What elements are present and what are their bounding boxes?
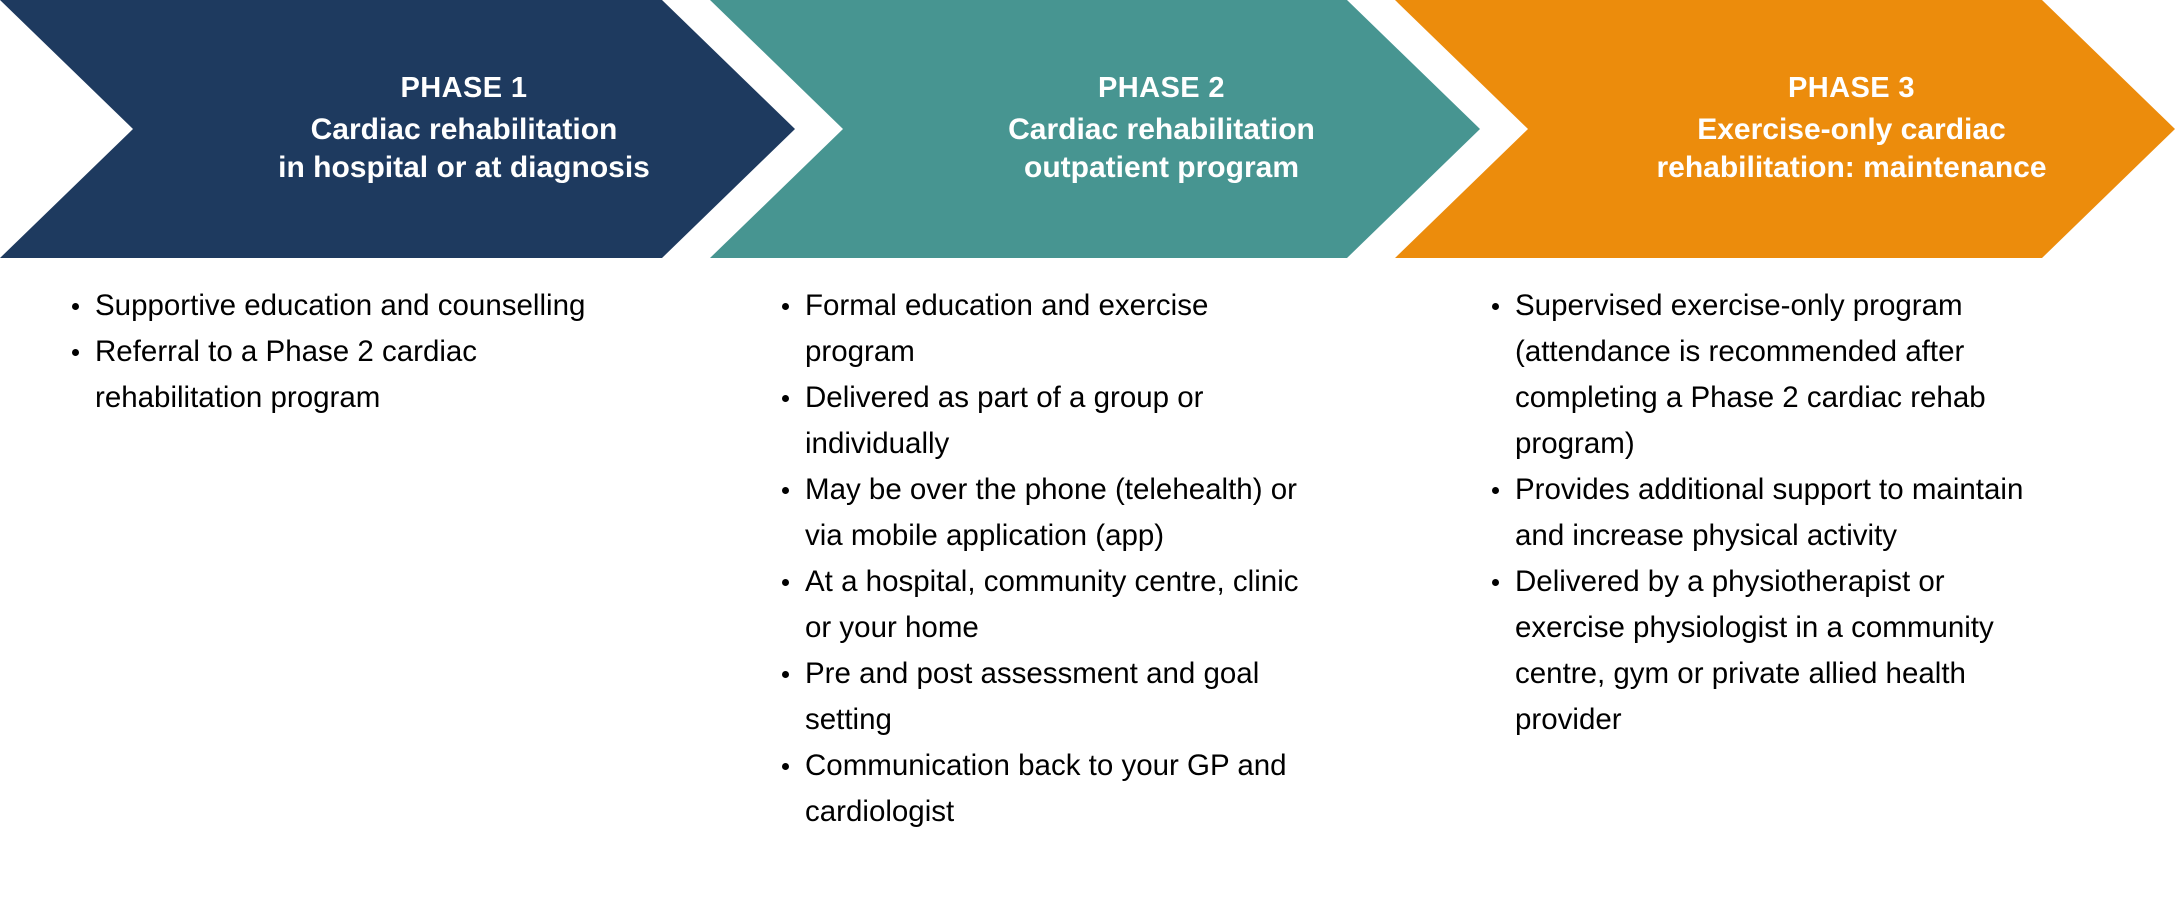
phase-detail-columns [0,283,2180,904]
phase-2-bullet-list [765,283,1325,835]
phase-3-bullet-list [1475,283,2050,743]
phase-2-title-line-2: outpatient program [1024,151,1299,185]
list-item: Referral to a Phase 2 cardiac rehabilitation program [55,329,615,421]
phase-1-details [55,283,615,421]
list-item: Delivered as part of a group or individually [765,375,1325,467]
chevron-shapes [0,0,2180,258]
phase-1-title-line-2: in hospital or at diagnosis [278,151,650,185]
phase-1-bullet-list [55,283,615,421]
phase-2-kicker: PHASE 2 [1098,72,1225,105]
list-item: Provides additional support to maintain and increase physical activity [1475,467,2050,559]
list-item: Delivered by a physiotherapist or exercise physiologist in a community centre, gym or private allied health provider [1475,559,2050,743]
phase-1-title-line-1: Cardiac rehabilitation [310,112,618,146]
phase-3-chevron [1395,0,2175,258]
list-item: Pre and post assessment and goal setting [765,651,1325,743]
phase-1-kicker: PHASE 1 [400,72,528,105]
list-item: Formal education and exercise program [765,283,1325,375]
list-item: Supportive education and counselling [55,283,615,329]
phase-3-kicker: PHASE 3 [1788,72,1915,105]
phase-3-details [1475,283,2050,743]
list-item: Supervised exercise-only program (attendance is recommended after completing a Phase 2 cardiac rehab program) [1475,283,2050,467]
phase-2-details [765,283,1325,835]
phase-2-chevron [710,0,1480,258]
phase-2-title-line-1: Cardiac rehabilitation [1008,112,1315,146]
list-item: At a hospital, community centre, clinic or your home [765,559,1325,651]
list-item: Communication back to your GP and cardiologist [765,743,1325,835]
phase-3-title-line-2: rehabilitation: maintenance [1656,151,2047,185]
phase-3-title-line-1: Exercise-only cardiac [1697,112,2006,146]
phase-banner [0,0,2180,258]
phase-1-chevron [0,0,795,258]
list-item: May be over the phone (telehealth) or via mobile application (app) [765,467,1325,559]
